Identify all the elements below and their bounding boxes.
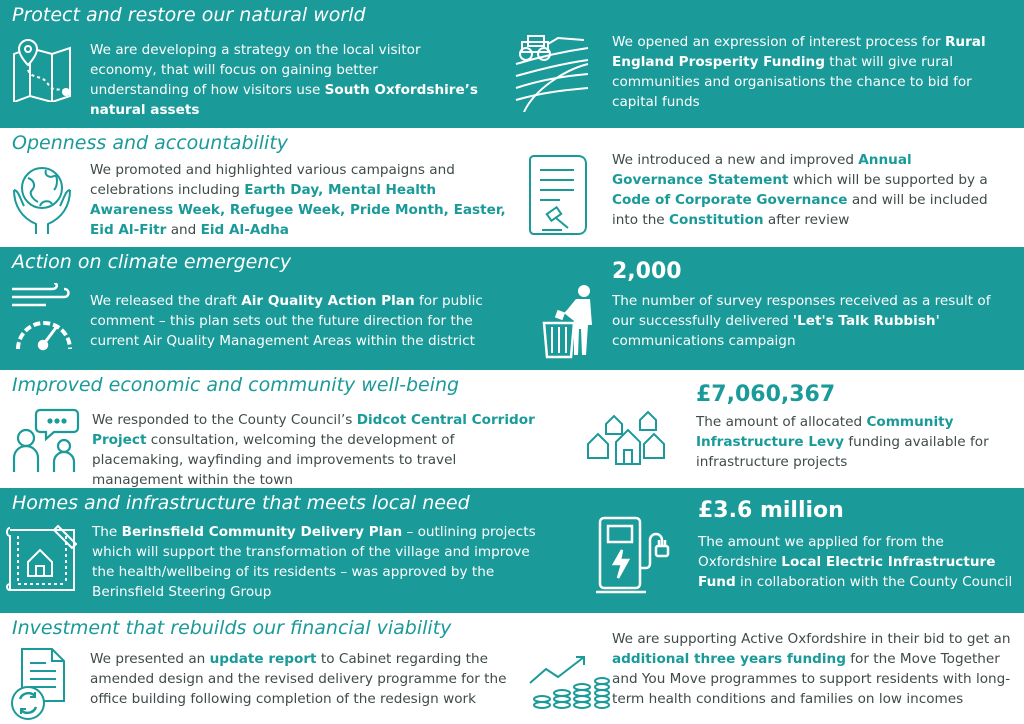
text-part: consultation, welcoming the development of placemaking, wayfinding and improvements to travel management within the town <box>92 432 457 488</box>
section-homes <box>0 488 1024 613</box>
section-financial <box>0 613 1024 724</box>
globe-hands-icon <box>10 160 74 236</box>
text-part: We presented an <box>90 651 210 667</box>
text-part: We opened an expression of interest process for <box>612 34 945 50</box>
text-highlight: South Oxfordshire’s natural assets <box>90 82 478 118</box>
text-part: – outlining projects which will support the transformation of the village and improve the health/wellbeing of its residents – was approved by the Berinsfield Steering Group <box>92 524 536 600</box>
natural-assets-text <box>90 40 480 120</box>
section-heading: Action on climate emergency <box>12 251 292 273</box>
text-highlight: Rural England Prosperity Funding <box>612 34 986 70</box>
text-part: which will be supported by a <box>788 172 988 188</box>
text-part: after review <box>763 212 850 228</box>
campaigns-text <box>90 160 515 240</box>
text-highlight: Community Infrastructure Levy <box>696 414 954 450</box>
ev-charger-icon <box>596 514 672 596</box>
text-part: and <box>166 222 201 238</box>
air-quality-text <box>90 291 520 351</box>
text-part: We responded to the County Council’s <box>92 412 357 428</box>
berinsfield-text <box>92 522 547 602</box>
text-highlight: Code of Corporate Governance <box>612 192 848 208</box>
litter-bin-icon <box>540 283 602 359</box>
section-heading: Improved economic and community well-being <box>12 374 460 396</box>
text-part: The number of survey responses received as a result of our successfully delivered <box>612 293 991 329</box>
cil-figure: £7,060,367 <box>696 382 836 407</box>
text-part: in collaboration with the County Council <box>735 574 1013 590</box>
ev-fund-text <box>698 532 1014 592</box>
text-part: that will give rural communities and organisations the chance to bid for capital funds <box>612 54 972 110</box>
office-report-text <box>90 649 520 709</box>
text-part: We promoted and highlighted various campaigns and celebrations including <box>90 162 455 198</box>
text-highlight: Berinsfield Community Delivery Plan <box>121 524 403 540</box>
text-part: to Cabinet regarding the amended design and the revised delivery programme for the office building following completion of the redesign work <box>90 651 507 707</box>
survey-figure: 2,000 <box>612 259 682 284</box>
text-highlight: update report <box>209 651 317 667</box>
text-part: We released the draft <box>90 293 242 309</box>
text-part: communications campaign <box>612 333 796 349</box>
section-openness <box>0 128 1024 247</box>
section-wellbeing <box>0 370 1024 488</box>
text-highlight: Annual Governance Statement <box>612 152 912 188</box>
text-part: and will be included into the <box>612 192 988 228</box>
didcot-corridor-text <box>92 410 547 488</box>
survey-text <box>612 291 1012 351</box>
section-heading: Openness and accountability <box>12 132 289 154</box>
text-part: for the Move Together and You Move programmes to support residents with long-term health conditions and families on low incomes <box>612 651 1011 707</box>
house-blueprint-icon <box>6 522 80 594</box>
text-part: We are developing a strategy on the local visitor economy, that will focus on gaining better understanding of how visitors use <box>90 42 421 98</box>
text-part: funding available for infrastructure projects <box>696 434 989 470</box>
text-part: for public comment – this plan sets out the future direction for the current Air Quality Management Areas within the district <box>90 293 483 349</box>
document-gavel-icon <box>528 152 592 238</box>
section-heading: Protect and restore our natural world <box>12 4 366 26</box>
text-part: We introduced a new and improved <box>612 152 859 168</box>
text-highlight: Eid Al-Adha <box>200 222 289 238</box>
tractor-field-icon <box>514 30 590 112</box>
text-highlight: Didcot Central Corridor Project <box>92 412 535 448</box>
people-chat-icon <box>10 406 80 474</box>
text-part: We are supporting Active Oxfordshire in their bid to get an <box>612 631 1011 647</box>
text-highlight: 'Let's Talk Rubbish' <box>792 313 940 329</box>
text-part: The amount of allocated <box>696 414 867 430</box>
active-oxfordshire-text <box>612 629 1012 709</box>
text-highlight: Constitution <box>669 212 764 228</box>
section-heading: Investment that rebuilds our financial viability <box>12 617 452 639</box>
text-part: The amount we applied for from the Oxfordshire <box>698 534 944 570</box>
coins-growth-icon <box>526 653 610 713</box>
houses-icon <box>586 406 668 470</box>
air-gauge-icon <box>10 283 76 353</box>
text-highlight: Earth Day, Mental Health Awareness Week, Refugee Week, Pride Month, Easter, Eid Al-Fitr <box>90 182 506 238</box>
report-refresh-icon <box>8 647 74 721</box>
cil-text <box>696 412 1016 472</box>
text-highlight: Local Electric Infrastructure Fund <box>698 554 996 590</box>
section-heading: Homes and infrastructure that meets local need <box>12 492 470 514</box>
text-highlight: additional three years funding <box>612 651 846 667</box>
governance-text <box>612 150 997 230</box>
text-highlight: Air Quality Action Plan <box>241 293 415 309</box>
ev-figure: £3.6 million <box>698 498 844 523</box>
map-pin-icon <box>12 36 72 102</box>
text-part: The <box>92 524 122 540</box>
section-climate <box>0 247 1024 370</box>
rural-funding-text <box>612 32 1012 112</box>
section-natural-world <box>0 0 1024 128</box>
